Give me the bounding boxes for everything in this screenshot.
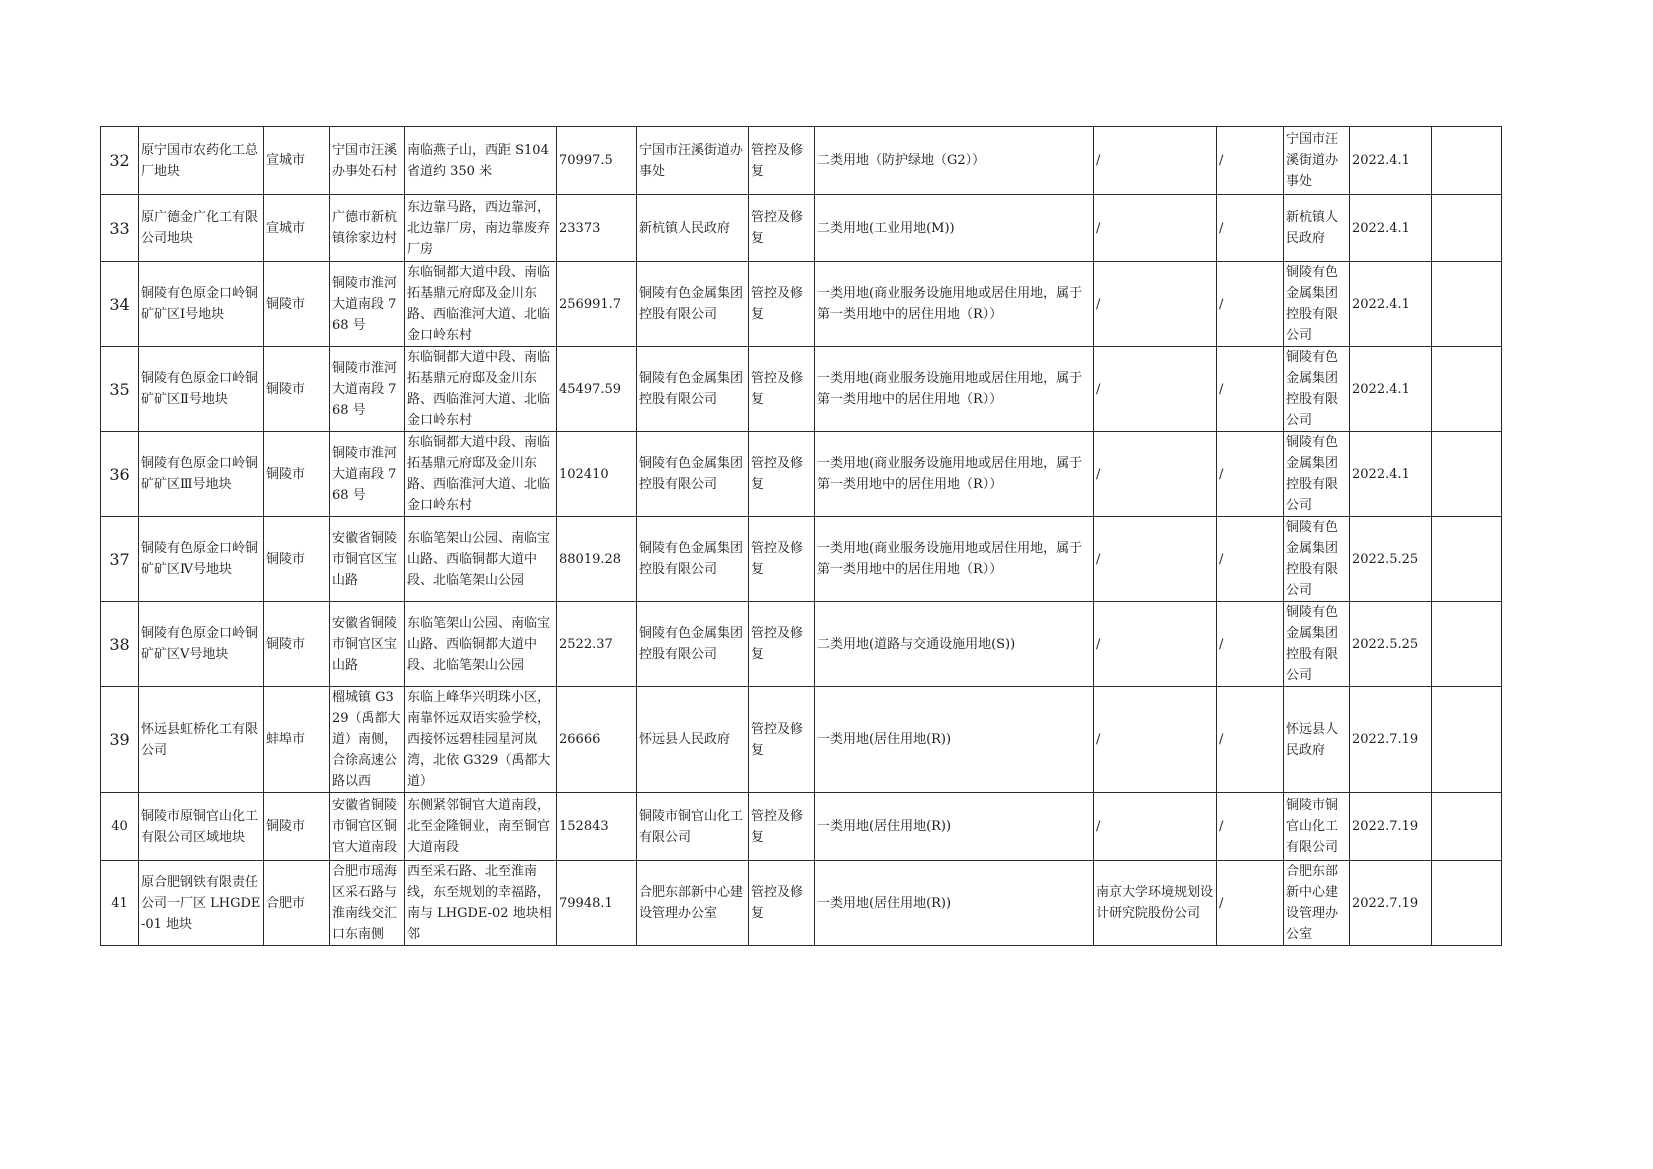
remark: [1432, 687, 1502, 793]
entry-date: 2022.5.25: [1350, 602, 1432, 687]
site-area: 23373: [557, 195, 637, 262]
site-area: 256991.7: [557, 262, 637, 347]
management-mode: 管控及修复: [749, 517, 815, 602]
city: 铜陵市: [264, 262, 330, 347]
remark: [1432, 602, 1502, 687]
site-address: 安徽省铜陵市铜官区宝山路: [330, 517, 405, 602]
city: 铜陵市: [264, 602, 330, 687]
col-11: /: [1217, 432, 1284, 517]
site-location: 东临笔架山公园、南临宝山路、西临铜都大道中段、北临笔架山公园: [405, 602, 557, 687]
entry-date: 2022.7.19: [1350, 861, 1432, 946]
responsible-party: 铜陵有色金属集团控股有限公司: [637, 262, 749, 347]
assessment-unit: /: [1094, 793, 1217, 861]
site-address: 榴城镇 G329（禹都大道）南侧，合徐高速公路以西: [330, 687, 405, 793]
assessment-unit: /: [1094, 195, 1217, 262]
site-name: 铜陵市原铜官山化工有限公司区域地块: [139, 793, 264, 861]
site-area: 79948.1: [557, 861, 637, 946]
table-row: [101, 861, 1502, 946]
site-address: 合肥市瑶海区采石路与淮南线交汇口东南侧: [330, 861, 405, 946]
site-name: 铜陵有色原金口岭铜矿矿区Ⅳ号地块: [139, 517, 264, 602]
site-address: 宁国市汪溪办事处石村: [330, 127, 405, 195]
remark: [1432, 861, 1502, 946]
row-number: 33: [101, 195, 139, 262]
site-name: 原广德金广化工有限公司地块: [139, 195, 264, 262]
executor: 怀远县人民政府: [1284, 687, 1350, 793]
table-row: [101, 195, 1502, 262]
entry-date: 2022.4.1: [1350, 262, 1432, 347]
remark: [1432, 793, 1502, 861]
assessment-unit: /: [1094, 602, 1217, 687]
contaminated-sites-table: [100, 126, 1502, 946]
table-body: [101, 127, 1502, 946]
executor: 铜陵市铜官山化工有限公司: [1284, 793, 1350, 861]
executor: 铜陵有色金属集团控股有限公司: [1284, 347, 1350, 432]
planned-land-use: 二类用地（防护绿地（G2））: [815, 127, 1094, 195]
table-row: [101, 687, 1502, 793]
planned-land-use: 一类用地(居住用地(R)): [815, 861, 1094, 946]
planned-land-use: 一类用地(商业服务设施用地或居住用地，属于第一类用地中的居住用地（R））: [815, 347, 1094, 432]
planned-land-use: 一类用地(居住用地(R)): [815, 793, 1094, 861]
site-location: 西至采石路、北至淮南线，东至规划的幸福路，南与 LHGDE-02 地块相邻: [405, 861, 557, 946]
site-address: 铜陵市淮河大道南段 768 号: [330, 347, 405, 432]
management-mode: 管控及修复: [749, 347, 815, 432]
city: 合肥市: [264, 861, 330, 946]
responsible-party: 怀远县人民政府: [637, 687, 749, 793]
col-11: /: [1217, 687, 1284, 793]
site-area: 88019.28: [557, 517, 637, 602]
management-mode: 管控及修复: [749, 262, 815, 347]
site-area: 45497.59: [557, 347, 637, 432]
entry-date: 2022.4.1: [1350, 347, 1432, 432]
table-row: [101, 262, 1502, 347]
site-name: 原合肥钢铁有限责任公司一厂区 LHGDE-01 地块: [139, 861, 264, 946]
col-11: /: [1217, 347, 1284, 432]
remark: [1432, 347, 1502, 432]
site-name: 铜陵有色原金口岭铜矿矿区Ⅱ号地块: [139, 347, 264, 432]
site-location: 东临上峰华兴明珠小区，南靠怀远双语实验学校，西接怀远碧桂园星河岚湾，北依 G329（禹都大道）: [405, 687, 557, 793]
city: 蚌埠市: [264, 687, 330, 793]
executor: 铜陵有色金属集团控股有限公司: [1284, 517, 1350, 602]
site-address: 铜陵市淮河大道南段 768 号: [330, 432, 405, 517]
city: 铜陵市: [264, 432, 330, 517]
assessment-unit: /: [1094, 432, 1217, 517]
responsible-party: 铜陵有色金属集团控股有限公司: [637, 432, 749, 517]
responsible-party: 宁国市汪溪街道办事处: [637, 127, 749, 195]
row-number: 37: [101, 517, 139, 602]
assessment-unit: /: [1094, 517, 1217, 602]
entry-date: 2022.4.1: [1350, 432, 1432, 517]
city: 铜陵市: [264, 517, 330, 602]
row-number: 34: [101, 262, 139, 347]
planned-land-use: 一类用地(商业服务设施用地或居住用地，属于第一类用地中的居住用地（R））: [815, 432, 1094, 517]
planned-land-use: 一类用地(商业服务设施用地或居住用地，属于第一类用地中的居住用地（R））: [815, 262, 1094, 347]
col-11: /: [1217, 127, 1284, 195]
remark: [1432, 195, 1502, 262]
table-row: [101, 793, 1502, 861]
executor: 铜陵有色金属集团控股有限公司: [1284, 262, 1350, 347]
row-number: 32: [101, 127, 139, 195]
management-mode: 管控及修复: [749, 432, 815, 517]
executor: 铜陵有色金属集团控股有限公司: [1284, 602, 1350, 687]
planned-land-use: 二类用地(道路与交通设施用地(S)): [815, 602, 1094, 687]
planned-land-use: 一类用地(居住用地(R)): [815, 687, 1094, 793]
table-row: [101, 347, 1502, 432]
assessment-unit: 南京大学环境规划设计研究院股份公司: [1094, 861, 1217, 946]
col-11: /: [1217, 602, 1284, 687]
site-area: 152843: [557, 793, 637, 861]
row-number: 38: [101, 602, 139, 687]
site-name: 铜陵有色原金口岭铜矿矿区Ⅴ号地块: [139, 602, 264, 687]
site-address: 安徽省铜陵市铜官区宝山路: [330, 602, 405, 687]
remark: [1432, 517, 1502, 602]
responsible-party: 合肥东部新中心建设管理办公室: [637, 861, 749, 946]
site-name: 铜陵有色原金口岭铜矿矿区Ⅲ号地块: [139, 432, 264, 517]
col-11: /: [1217, 861, 1284, 946]
management-mode: 管控及修复: [749, 195, 815, 262]
city: 宣城市: [264, 195, 330, 262]
executor: 宁国市汪溪街道办事处: [1284, 127, 1350, 195]
executor: 合肥东部新中心建设管理办公室: [1284, 861, 1350, 946]
site-location: 东临铜都大道中段、南临拓基鼎元府邸及金川东路、西临淮河大道、北临金口岭东村: [405, 262, 557, 347]
management-mode: 管控及修复: [749, 602, 815, 687]
site-address: 铜陵市淮河大道南段 768 号: [330, 262, 405, 347]
assessment-unit: /: [1094, 127, 1217, 195]
management-mode: 管控及修复: [749, 861, 815, 946]
col-11: /: [1217, 517, 1284, 602]
remark: [1432, 432, 1502, 517]
city: 宣城市: [264, 127, 330, 195]
management-mode: 管控及修复: [749, 793, 815, 861]
assessment-unit: /: [1094, 262, 1217, 347]
col-11: /: [1217, 195, 1284, 262]
entry-date: 2022.4.1: [1350, 195, 1432, 262]
assessment-unit: /: [1094, 687, 1217, 793]
site-location: 南临燕子山，西距 S104 省道约 350 米: [405, 127, 557, 195]
city: 铜陵市: [264, 793, 330, 861]
management-mode: 管控及修复: [749, 127, 815, 195]
remark: [1432, 127, 1502, 195]
site-location: 东临笔架山公园、南临宝山路、西临铜都大道中段、北临笔架山公园: [405, 517, 557, 602]
entry-date: 2022.5.25: [1350, 517, 1432, 602]
site-area: 102410: [557, 432, 637, 517]
responsible-party: 铜陵有色金属集团控股有限公司: [637, 347, 749, 432]
responsible-party: 铜陵市铜官山化工有限公司: [637, 793, 749, 861]
planned-land-use: 一类用地(商业服务设施用地或居住用地，属于第一类用地中的居住用地（R））: [815, 517, 1094, 602]
city: 铜陵市: [264, 347, 330, 432]
row-number: 39: [101, 687, 139, 793]
site-location: 东临铜都大道中段、南临拓基鼎元府邸及金川东路、西临淮河大道、北临金口岭东村: [405, 432, 557, 517]
responsible-party: 铜陵有色金属集团控股有限公司: [637, 517, 749, 602]
site-area: 70997.5: [557, 127, 637, 195]
site-area: 26666: [557, 687, 637, 793]
remark: [1432, 262, 1502, 347]
responsible-party: 新杭镇人民政府: [637, 195, 749, 262]
col-11: /: [1217, 793, 1284, 861]
site-name: 原宁国市农药化工总厂地块: [139, 127, 264, 195]
assessment-unit: /: [1094, 347, 1217, 432]
entry-date: 2022.7.19: [1350, 687, 1432, 793]
site-location: 东侧紧邻铜官大道南段，北至金隆铜业，南至铜官大道南段: [405, 793, 557, 861]
table-row: [101, 127, 1502, 195]
executor: 铜陵有色金属集团控股有限公司: [1284, 432, 1350, 517]
row-number: 36: [101, 432, 139, 517]
table-row: [101, 517, 1502, 602]
entry-date: 2022.4.1: [1350, 127, 1432, 195]
col-11: /: [1217, 262, 1284, 347]
site-name: 怀远县虹桥化工有限公司: [139, 687, 264, 793]
table-row: [101, 602, 1502, 687]
row-number: 41: [101, 861, 139, 946]
row-number: 40: [101, 793, 139, 861]
row-number: 35: [101, 347, 139, 432]
table-row: [101, 432, 1502, 517]
executor: 新杭镇人民政府: [1284, 195, 1350, 262]
planned-land-use: 二类用地(工业用地(M)): [815, 195, 1094, 262]
site-location: 东临铜都大道中段、南临拓基鼎元府邸及金川东路、西临淮河大道、北临金口岭东村: [405, 347, 557, 432]
site-address: 安徽省铜陵市铜官区铜官大道南段: [330, 793, 405, 861]
site-address: 广德市新杭镇徐家边村: [330, 195, 405, 262]
site-name: 铜陵有色原金口岭铜矿矿区Ⅰ号地块: [139, 262, 264, 347]
site-area: 2522.37: [557, 602, 637, 687]
responsible-party: 铜陵有色金属集团控股有限公司: [637, 602, 749, 687]
management-mode: 管控及修复: [749, 687, 815, 793]
entry-date: 2022.7.19: [1350, 793, 1432, 861]
site-location: 东边靠马路，西边靠河，北边靠厂房，南边靠废弃厂房: [405, 195, 557, 262]
